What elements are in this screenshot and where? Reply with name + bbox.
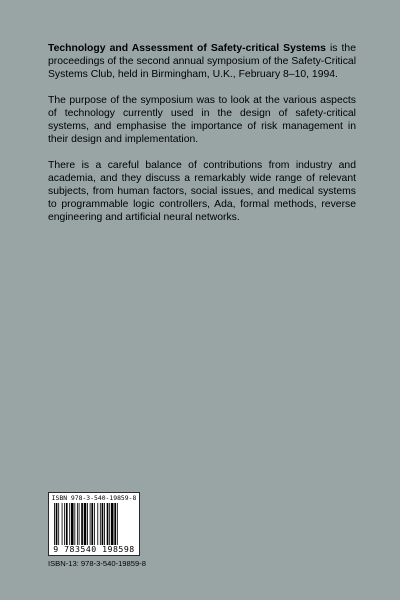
isbn-13-label: ISBN-13: 978-3-540-19859-8 [48,559,146,568]
barcode-bar [111,503,114,545]
barcode-bars [54,503,136,545]
barcode-bar [74,503,75,545]
barcode-bar [64,503,65,545]
barcode-bar [56,503,58,545]
cover-blurb [48,42,356,237]
barcode-bar [66,503,68,545]
barcode-bar [77,503,78,545]
barcode-bar [107,503,109,545]
ean-digits: 9 783540 198598 [53,544,135,554]
barcode-bar [69,503,70,545]
barcode [48,492,140,556]
barcode-bar [58,503,59,545]
blurb-paragraph-2: The purpose of the symposium was to look at the various aspects of technology currently used in the design of safety-critical systems, and emphasise the importance of risk management in their design and implementation. [48,95,356,145]
barcode-bar [104,503,105,545]
blurb-paragraph-1-text: is the proceedings of the second annual symposium of the Safety-Critical Systems Club, held in Birmingham, U.K., February 8–10, 1994. [48,43,356,80]
isbn-block [48,492,146,568]
barcode-bar [109,503,110,545]
isbn-label-top: ISBN 978-3-540-19859-8 [51,494,137,502]
barcode-bar [97,503,98,545]
barcode-bar [117,503,118,545]
barcode-bar [87,503,88,545]
barcode-bar [71,503,74,545]
barcode-bar [102,503,104,545]
barcode-bar [84,503,87,545]
barcode-bar [114,503,116,545]
barcode-bar [100,503,101,545]
barcode-bar [90,503,91,545]
barcode-bar [91,503,93,545]
book-title: Technology and Assessment of Safety-critical Systems [48,43,326,54]
barcode-bar [62,503,63,545]
barcode-bar [94,503,95,545]
blurb-paragraph-1 [48,42,356,81]
barcode-bar [54,503,55,545]
barcode-bar [79,503,80,545]
blurb-paragraph-3: There is a careful balance of contributions from industry and academia, and they discuss a remarkably wide range of relevant subjects, from human factors, social issues, and medical systems to programmable logic controllers, Ada, formal methods, reverse engineering and artificial neural networks. [48,160,356,223]
barcode-bar [81,503,83,545]
